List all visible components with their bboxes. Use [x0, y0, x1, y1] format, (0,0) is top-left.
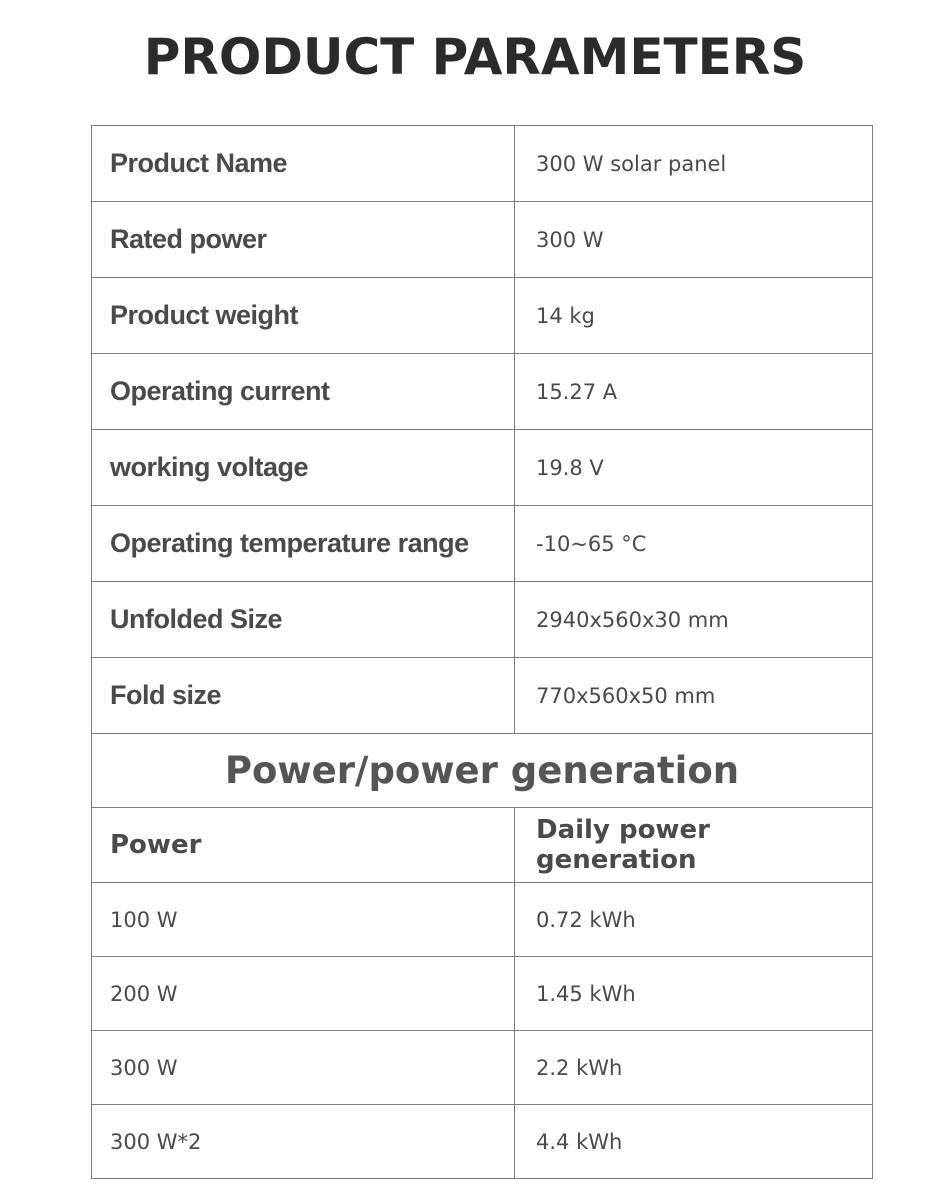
spec-row-operating-current [92, 354, 873, 430]
column-header-daily-generation: Daily power generation [515, 808, 873, 883]
spec-row-product-name [92, 126, 873, 202]
power-cell: 300 W*2 [92, 1105, 515, 1179]
section-header-row [92, 734, 873, 808]
table-row [92, 1105, 873, 1179]
spec-value: 300 W [515, 202, 873, 278]
spec-value: 19.8 V [515, 430, 873, 506]
spec-label: Rated power [92, 202, 515, 278]
generation-cell: 2.2 kWh [515, 1031, 873, 1105]
spec-row-working-voltage [92, 430, 873, 506]
power-cell: 300 W [92, 1031, 515, 1105]
spec-value: 770x560x50 mm [515, 658, 873, 734]
spec-row-rated-power [92, 202, 873, 278]
page-title: PRODUCT PARAMETERS [143, 28, 807, 86]
spec-label: working voltage [92, 430, 515, 506]
spec-row-temperature-range [92, 506, 873, 582]
table-row [92, 883, 873, 957]
spec-value: -10~65 °C [515, 506, 873, 582]
column-header-row [92, 808, 873, 883]
spec-label: Unfolded Size [92, 582, 515, 658]
section-title: Power/power generation [92, 734, 873, 808]
table-row [92, 957, 873, 1031]
parameters-table [91, 125, 873, 1179]
spec-row-unfolded-size [92, 582, 873, 658]
generation-cell: 1.45 kWh [515, 957, 873, 1031]
spec-label: Fold size [92, 658, 515, 734]
spec-value: 15.27 A [515, 354, 873, 430]
spec-label: Product weight [92, 278, 515, 354]
spec-value: 14 kg [515, 278, 873, 354]
table-row [92, 1031, 873, 1105]
spec-label: Product Name [92, 126, 515, 202]
power-cell: 100 W [92, 883, 515, 957]
spec-row-fold-size [92, 658, 873, 734]
generation-cell: 0.72 kWh [515, 883, 873, 957]
power-cell: 200 W [92, 957, 515, 1031]
spec-value: 300 W solar panel [515, 126, 873, 202]
generation-cell: 4.4 kWh [515, 1105, 873, 1179]
spec-label: Operating current [92, 354, 515, 430]
spec-row-product-weight [92, 278, 873, 354]
spec-value: 2940x560x30 mm [515, 582, 873, 658]
column-header-power: Power [92, 808, 515, 883]
spec-label: Operating temperature range [92, 506, 515, 582]
